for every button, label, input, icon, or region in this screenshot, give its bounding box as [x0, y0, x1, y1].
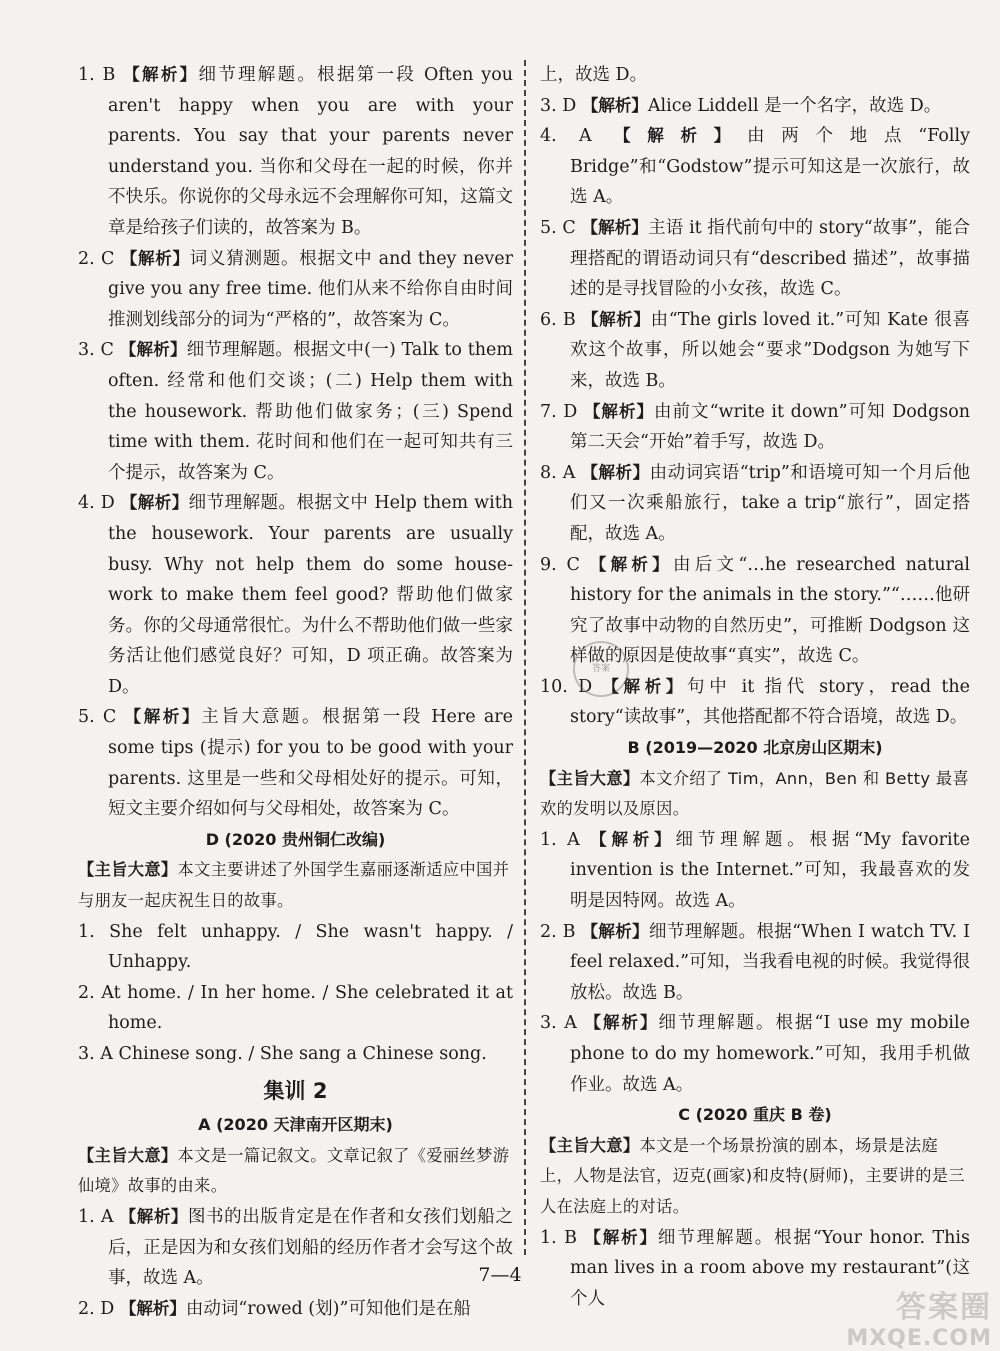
answer-explanation: 主语 it 指代前句中的 story“故事”，能合理搭配的谓语动词只有“described 描述”，故事描述的是寻找冒险的小女孩，故选 C。 — [570, 217, 971, 300]
answer-number: 6. B — [540, 309, 582, 330]
watermark-url: MXQE.COM — [846, 1326, 992, 1351]
right-answer-item — [540, 397, 970, 458]
answer-explanation: 图书的出版肯定是在作者和女孩们划船之后，正是因为和女孩们划船的经历作者才会写这个故事，故选 A。 — [108, 1206, 514, 1289]
analysis-tag: 【解析】 — [120, 248, 190, 268]
page-number: 7—4 — [478, 1264, 522, 1286]
answer-number: 3. A — [540, 1013, 585, 1034]
right-answer-item — [540, 91, 970, 122]
analysis-tag: 【解析】 — [613, 126, 747, 146]
section-a-answer-item — [78, 1294, 513, 1325]
analysis-tag: 【解析】 — [602, 676, 688, 696]
answer-number: 1. B — [78, 65, 124, 85]
analysis-tag: 【解析】 — [120, 493, 189, 513]
summary-d — [78, 855, 513, 916]
answer-number: 7. D — [540, 401, 584, 422]
summary-b-text: 本文介绍了 Tim，Ann，Ben 和 Betty 最喜欢的发明以及原因。 — [540, 768, 970, 819]
answer-number: 10. D — [540, 676, 603, 697]
analysis-tag: 【解析】 — [581, 921, 650, 941]
analysis-tag: 【解析】 — [590, 829, 676, 849]
answer-explanation: 由前文“write it down”可知 Dodgson 第二天会“开始”着手写，故选 D。 — [570, 401, 970, 453]
analysis-tag: 【解析】 — [581, 95, 648, 115]
answer-explanation: 细节理解题。根据“I use my mobile phone to do my homework.”可知，我用手机做作业。故选 A。 — [570, 1013, 970, 1095]
analysis-tag: 【解析】 — [581, 217, 649, 237]
summary-a-text: 本文是一篇记叙文。文章记叙了《爱丽丝梦游仙境》故事的由来。 — [78, 1145, 510, 1196]
analysis-tag: 【解析】 — [119, 340, 187, 360]
big-title: 集训 2 — [263, 1078, 328, 1103]
analysis-tag: 【解析】 — [584, 1013, 659, 1033]
answer-explanation: 由“The girls loved it.”可知 Kate 很喜欢这个故事，所以她会“要求”Dodgson 为她写下来，故选 B。 — [570, 309, 971, 391]
answer-d-3: 3. A Chinese song. / She sang a Chinese song. — [78, 1044, 487, 1064]
right-answer-item — [540, 458, 970, 550]
column-divider — [524, 60, 526, 1255]
section-c-heading: C (2020 重庆 B 卷) — [678, 1105, 832, 1125]
answer-number: 8. A — [540, 462, 582, 483]
analysis-tag: 【解析】 — [124, 707, 202, 727]
answer-number: 5. C — [540, 217, 582, 238]
answer-explanation: 句中 it 指代 story，read the story“读故事”，其他搭配都不符合语境，故选 D。 — [570, 676, 970, 728]
answer-explanation: 由动词宾语“trip”和语境可知一个月后他们又一次乘船旅行，take a trip“旅行”，固定搭配，故选 A。 — [570, 462, 971, 544]
answer-explanation: 主旨大意题。根据第一段 Here are some tips (提示) for you to be good with your parents. 这里是一些和父母相处好的提示。可知，短文主要介绍如何与父母相处，故答案为 C。 — [108, 707, 513, 820]
summary-c — [540, 1131, 970, 1223]
left-answer-item — [78, 488, 513, 702]
answer-explanation: Alice Liddell 是一个名字，故选 D。 — [647, 95, 942, 116]
right-answer-item — [540, 305, 970, 397]
summary-c-key: 【主旨大意】 — [540, 1135, 640, 1155]
answer-number: 2. B — [540, 921, 582, 942]
answer-explanation: 细节理解题。根据“When I watch TV. I feel relaxed.”可知，当我看电视的时候。我觉得很放松。故选 B。 — [570, 921, 970, 1003]
answer-explanation: 细节理解题。根据文中 Help them with the housework. Your parents are usually busy. Why not help them do some house-work to make them feel good? 帮助他们做家务。你的父母通常很忙。为什么不帮助他们做一些家务活让他们感觉良好？可知，D 项正确。故答案为 D。 — [108, 493, 513, 697]
left-answer-item — [78, 335, 513, 488]
answer-explanation: 由后文“…he researched natural history for the animals in the story.”“……他研究了故事中动物的自然历史”，可推断 Dodgson 这样做的原因是使故事“真实”，故选 C。 — [570, 554, 971, 667]
summary-a — [78, 1141, 513, 1202]
answer-number: 3. D — [540, 95, 582, 116]
right-answer-item — [540, 213, 970, 305]
analysis-tag: 【解析】 — [581, 309, 651, 329]
section-b-answer-item — [540, 917, 970, 1009]
analysis-tag: 【解析】 — [119, 1206, 188, 1226]
summary-c-text: 本文是一个场景扮演的剧本，场景是法庭上，人物是法官，迈克(画家)和皮特(厨师)，主要讲的是三人在法庭上的对话。 — [540, 1135, 965, 1216]
answer-d-1: 1. She felt unhappy. / She wasn't happy. / Unhappy. — [78, 921, 513, 973]
answer-number: 2. C — [78, 248, 121, 269]
section-d-heading: D (2020 贵州铜仁改编) — [205, 829, 386, 849]
section-a-heading: A (2020 天津南开区期末) — [198, 1115, 393, 1135]
answer-d-2: 2. At home. / In her home. / She celebrated it at home. — [78, 982, 513, 1034]
answer-explanation: 由动词“rowed (划)”可知他们是在船 — [185, 1298, 471, 1319]
section-b-answer-item — [540, 1008, 970, 1100]
summary-d-text: 本文主要讲述了外国学生嘉丽逐渐适应中国并与朋友一起庆祝生日的故事。 — [78, 860, 510, 911]
watermark — [846, 1282, 992, 1351]
watermark-logo: 答案圈 — [896, 1290, 992, 1325]
answer-explanation: 细节理解题。根据第一段 Often you aren't happy when you are with your parents. You say that your parents never understand you. 当你和父母在一起的时候，你并不快乐。你说你的父母永远不会理解你可知，这篇文章是给孩子们读的，故答案为 B。 — [108, 65, 514, 238]
left-answer-item — [78, 702, 513, 824]
section-b-answer-item — [540, 825, 970, 917]
analysis-tag: 【解析】 — [584, 1227, 658, 1247]
summary-b — [540, 764, 970, 825]
analysis-tag: 【解析】 — [589, 554, 673, 574]
stamp-icon — [573, 641, 629, 697]
left-answer-item — [78, 244, 513, 336]
summary-d-key: 【主旨大意】 — [78, 860, 178, 880]
answer-number: 1. A — [78, 1206, 120, 1227]
answer-explanation: 由两个地点“Folly Bridge”和“Godstow”提示可知这是一次旅行，故选 A。 — [570, 126, 970, 208]
left-column — [78, 60, 513, 1324]
analysis-tag: 【解析】 — [119, 1298, 186, 1318]
analysis-tag: 【解析】 — [583, 401, 654, 421]
answer-explanation: 词义猜测题。根据文中 and they never give you any free time. 他们从来不给你自由时间推测划线部分的词为“严格的”，故答案为 C。 — [108, 248, 513, 330]
answer-explanation: 细节理解题。根据文中(一) Talk to them often. 经常和他们交谈；(二) Help them with the housework. 帮助他们做家务；(三) Spend time with them. 花时间和他们在一起可知共有三个提示，故答案为 C。 — [108, 340, 513, 483]
left-answer-list — [78, 60, 513, 825]
continued-line: 上，故选 D。 — [540, 65, 648, 85]
stamp-text: 答案 — [591, 664, 610, 674]
section-b-heading: B (2019—2020 北京房山区期末) — [627, 738, 883, 758]
answer-number: 2. D — [78, 1298, 120, 1319]
summary-a-key: 【主旨大意】 — [78, 1145, 178, 1165]
answer-number: 1. B — [540, 1227, 585, 1248]
answer-explanation: 细节理解题。根据“Your honor. This man lives in a room above my restaurant”(这个人 — [570, 1227, 971, 1309]
answer-number: 3. C — [78, 340, 120, 361]
answer-number: 1. A — [540, 829, 591, 850]
answer-number: 5. C — [78, 707, 125, 728]
right-answer-item — [540, 121, 970, 213]
answer-number: 4. A — [540, 126, 614, 147]
analysis-tag: 【解析】 — [581, 462, 650, 482]
summary-b-key: 【主旨大意】 — [540, 768, 640, 788]
answer-number: 4. D — [78, 493, 121, 514]
right-answer-list — [540, 91, 970, 733]
analysis-tag: 【解析】 — [123, 65, 199, 84]
left-answer-item — [78, 60, 513, 244]
section-b-answer-list — [540, 825, 970, 1100]
answer-number: 9. C — [540, 554, 590, 575]
answer-explanation: 细节理解题。根据“My favorite invention is the Internet.”可知，我最喜欢的发明是因特网。故选 A。 — [570, 829, 971, 912]
